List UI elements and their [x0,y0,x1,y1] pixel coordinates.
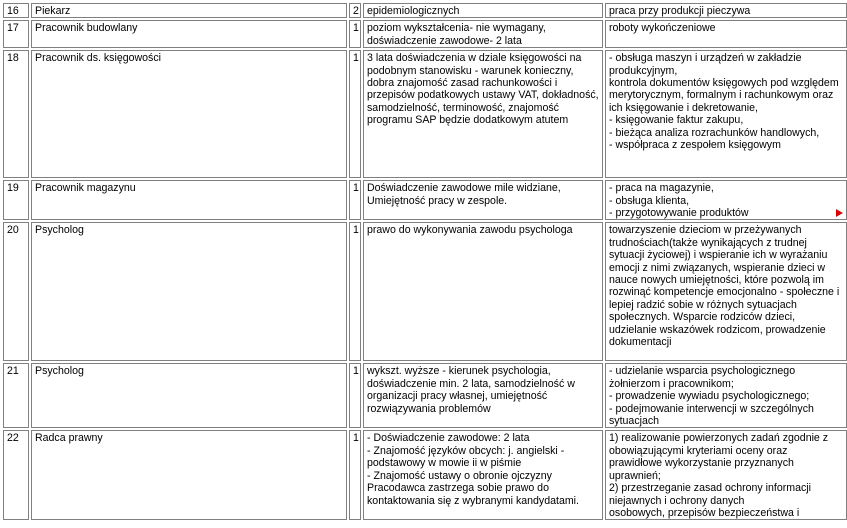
position-name[interactable]: Radca prawny [31,430,347,520]
table-row [3,180,847,220]
duties-cell[interactable]: praca przy produkcji pieczywa [605,3,847,18]
vacancy-count[interactable]: 1 [349,180,361,220]
table-row [3,50,847,178]
duties-cell[interactable]: - obsługa maszyn i urządzeń w zakładzie produkcyjnym, kontrola dokumentów księgowych pod względem merytorycznym, formalnym i rachunkowym oraz ich księgowanie i dekretowanie, - księgowanie faktur zakupu, - bieżąca analiza rozrachunków handlowych, - współpraca z zespołem księgowym [605,50,847,178]
duties-cell[interactable]: 1) realizowanie powierzonych zadań zgodnie z obowiązującymi kryteriami oceny oraz prawidłowe wykorzystanie przyznanych uprawnień; 2) przestrzeganie zasad ochrony informacji niejawnych i ochrony danych osobowych, przepisów bezpieczeństwa i [605,430,847,520]
requirements-cell[interactable]: wykszt. wyższe - kierunek psychologia, doświadczenie min. 2 lata, samodzielność w organizacji pracy własnej, umiejętność rozwiązywania problemów [363,363,603,428]
vacancy-count[interactable]: 1 [349,222,361,361]
table-row [3,363,847,428]
duties-text: - praca na magazynie, - obsługa klienta, - przygotowywanie produktów [609,182,749,220]
row-number[interactable]: 17 [3,20,29,48]
vacancy-count[interactable]: 2 [349,3,361,18]
table-row [3,430,847,520]
position-name[interactable]: Psycholog [31,363,347,428]
table-row [3,3,847,18]
duties-cell[interactable]: roboty wykończeniowe [605,20,847,48]
row-number[interactable]: 21 [3,363,29,428]
position-name[interactable]: Piekarz [31,3,347,18]
duties-cell[interactable]: towarzyszenie dzieciom w przeżywanych trudnościach(także wynikających z trudnej sytuacji życiowej) i wspieranie ich w wyrażaniu emocji z nimi związanych, wspieranie dzieci w nauce nowych umiejętności, które pozwolą im rozwinąć kompetencje emocjonalno - społeczne i lepiej radzić sobie w różnych sytuacjach społecznych. Wsparcie rodziców dzieci, udzielanie wskazówek rodzicom, prowadzenie dokumentacji [605,222,847,361]
position-name[interactable]: Pracownik budowlany [31,20,347,48]
vacancy-count[interactable]: 1 [349,20,361,48]
row-number[interactable]: 18 [3,50,29,178]
job-offers-table [1,1,847,522]
row-number[interactable]: 20 [3,222,29,361]
requirements-cell[interactable]: Doświadczenie zawodowe mile widziane, Umiejętność pracy w zespole. [363,180,603,220]
requirements-cell[interactable]: poziom wykształcenia- nie wymagany, doświadczenie zawodowe- 2 lata [363,20,603,48]
row-number[interactable]: 22 [3,430,29,520]
vacancy-count[interactable]: 1 [349,363,361,428]
vacancy-count[interactable]: 1 [349,50,361,178]
table-row [3,222,847,361]
position-name[interactable]: Psycholog [31,222,347,361]
position-name[interactable]: Pracownik magazynu [31,180,347,220]
comment-indicator-icon[interactable] [836,209,843,217]
requirements-cell[interactable]: - Doświadczenie zawodowe: 2 lata - Znajomość języków obcych: j. angielski - podstawowy w mowie ii w piśmie - Znajomość ustawy o obronie ojczyzny Pracodawca zastrzega sobie prawo do kontaktowania się z wybranymi kandydatami. [363,430,603,520]
position-name[interactable]: Pracownik ds. księgowości [31,50,347,178]
requirements-cell[interactable]: epidemiologicznych [363,3,603,18]
duties-cell[interactable] [605,180,847,220]
requirements-cell[interactable]: prawo do wykonywania zawodu psychologa [363,222,603,361]
vacancy-count[interactable]: 1 [349,430,361,520]
duties-cell[interactable]: - udzielanie wsparcia psychologicznego żołnierzom i pracownikom; - prowadzenie wywiadu psychologicznego; - podejmowanie interwencji w szczególnych sytuacjach [605,363,847,428]
requirements-cell[interactable]: 3 lata doświadczenia w dziale księgowości na podobnym stanowisku - warunek konieczny, dobra znajomość zasad rachunkowości i przepisów podatkowych ustawy VAT, dokładność, samodzielność, terminowość, znajomość programu SAP będzie dodatkowym atutem [363,50,603,178]
row-number[interactable]: 16 [3,3,29,18]
row-number[interactable]: 19 [3,180,29,220]
table-row [3,20,847,48]
